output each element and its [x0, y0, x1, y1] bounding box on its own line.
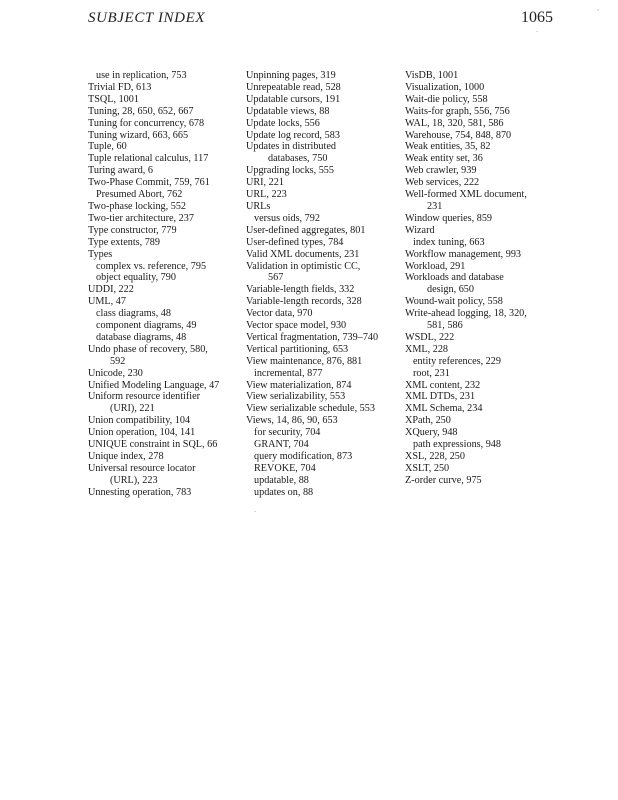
index-entry: Views, 14, 86, 90, 653 — [246, 415, 338, 427]
index-subentry: component diagrams, 49 — [96, 320, 197, 332]
index-entry: XML Schema, 234 — [405, 403, 483, 415]
index-entry: WAL, 18, 320, 581, 586 — [405, 117, 504, 129]
index-entry: Wizard — [405, 224, 435, 236]
index-entry: UNIQUE constraint in SQL, 66 — [88, 439, 218, 451]
index-entry: Trivial FD, 613 — [88, 81, 152, 93]
index-entry: Weak entity set, 36 — [405, 153, 483, 165]
index-column-2 — [246, 70, 398, 499]
index-subentry: databases, 750 — [268, 153, 328, 165]
index-subentry: updatable, 88 — [254, 474, 309, 486]
index-entry: URLs — [246, 200, 271, 212]
index-entry: Update locks, 556 — [246, 117, 320, 129]
index-entry: Well-formed XML document, — [405, 189, 527, 201]
index-entry: Turing award, 6 — [88, 165, 153, 177]
scan-speck: · — [254, 508, 257, 516]
index-subentry: incremental, 877 — [254, 367, 323, 379]
index-entry: XQuery, 948 — [405, 427, 458, 439]
scan-speck: · — [536, 28, 539, 36]
index-entry: Write-ahead logging, 18, 320, — [405, 308, 527, 320]
index-entry: Z-order curve, 975 — [405, 474, 482, 486]
index-entry: Wait-die policy, 558 — [405, 93, 488, 105]
index-column-3 — [405, 70, 557, 487]
index-entry: Warehouse, 754, 848, 870 — [405, 129, 512, 141]
index-entry: Tuning, 28, 650, 652, 667 — [88, 105, 194, 117]
index-entry: Visualization, 1000 — [405, 81, 485, 93]
index-entry: Wound-wait policy, 558 — [405, 296, 503, 308]
index-subentry: GRANT, 704 — [254, 439, 309, 451]
index-entry: Universal resource locator — [88, 462, 196, 474]
index-entry: XPath, 250 — [405, 415, 451, 427]
index-subentry: database diagrams, 48 — [96, 331, 187, 343]
index-subentry: REVOKE, 704 — [254, 462, 316, 474]
index-entry: URL, 223 — [246, 189, 287, 201]
index-entry: Unique index, 278 — [88, 451, 164, 462]
index-entry: UDDI, 222 — [88, 284, 134, 296]
index-entry: Types — [88, 248, 113, 260]
index-entry: Unrepeatable read, 528 — [246, 81, 341, 93]
index-subentry: (URI), 221 — [110, 403, 155, 415]
index-entry: VisDB, 1001 — [405, 70, 459, 81]
index-entry: Two-Phase Commit, 759, 761 — [88, 177, 210, 189]
index-entry: XML content, 232 — [405, 379, 481, 391]
index-entry: Valid XML documents, 231 — [246, 248, 360, 260]
index-entry: XML, 228 — [405, 343, 449, 355]
index-entry: Uniform resource identifier — [88, 391, 201, 403]
index-entry: Update log record, 583 — [246, 129, 340, 141]
index-entry: Updatable cursors, 191 — [246, 93, 341, 105]
index-entry: Updates in distributed — [246, 141, 336, 153]
index-entry: Two-phase locking, 552 — [88, 200, 187, 212]
index-subentry: Presumed Abort, 762 — [96, 189, 183, 201]
index-subentry: 567 — [268, 272, 284, 284]
index-entry: Web crawler, 939 — [405, 165, 477, 177]
index-subentry: versus oids, 792 — [254, 212, 320, 224]
index-entry: Two-tier architecture, 237 — [88, 212, 194, 224]
index-column-1 — [88, 70, 240, 499]
index-entry: Updatable views, 88 — [246, 105, 330, 117]
index-entry: Unpinning pages, 319 — [246, 70, 336, 81]
index-subentry: query modification, 873 — [254, 451, 353, 462]
index-entry: TSQL, 1001 — [88, 93, 139, 105]
index-subentry: (URL), 223 — [110, 474, 158, 486]
index-subentry: use in replication, 753 — [96, 70, 187, 81]
index-entry: Unnesting operation, 783 — [88, 486, 192, 498]
index-entry: Window queries, 859 — [405, 212, 493, 224]
index-entry: Tuning for concurrency, 678 — [88, 117, 205, 129]
index-entry: Vertical partitioning, 653 — [246, 343, 349, 355]
index-entry: Unicode, 230 — [88, 367, 143, 379]
index-entry: Undo phase of recovery, 580, — [88, 343, 208, 355]
index-entry: View serializable schedule, 553 — [246, 403, 375, 415]
scan-speck: , — [597, 4, 600, 12]
index-entry: Web services, 222 — [405, 177, 480, 189]
index-entry: Waits-for graph, 556, 756 — [405, 105, 510, 117]
index-entry: Union compatibility, 104 — [88, 415, 191, 427]
index-entry: View serializability, 553 — [246, 391, 346, 403]
index-subentry: 231 — [427, 200, 443, 212]
index-entry: Workload, 291 — [405, 260, 466, 272]
index-entry: Upgrading locks, 555 — [246, 165, 334, 177]
index-entry: View maintenance, 876, 881 — [246, 355, 363, 367]
index-entry: Variable-length records, 328 — [246, 296, 362, 308]
index-subentry: updates on, 88 — [254, 486, 314, 498]
index-entry: Variable-length fields, 332 — [246, 284, 355, 296]
index-entry: Tuning wizard, 663, 665 — [88, 129, 189, 141]
index-entry: XSL, 228, 250 — [405, 451, 465, 462]
page-header-title: SUBJECT INDEX — [88, 10, 206, 26]
index-entry: User-defined types, 784 — [246, 236, 344, 248]
index-entry: Unified Modeling Language, 47 — [88, 379, 220, 391]
index-entry: Vector data, 970 — [246, 308, 313, 320]
index-subentry: entity references, 229 — [413, 355, 501, 367]
page-number: 1065 — [521, 9, 553, 26]
index-entry: User-defined aggregates, 801 — [246, 224, 366, 236]
index-entry: Type constructor, 779 — [88, 224, 177, 236]
index-subentry: for security, 704 — [254, 427, 321, 439]
index-subentry: object equality, 790 — [96, 272, 176, 284]
index-subentry: 592 — [110, 355, 126, 367]
index-entry: Weak entities, 35, 82 — [405, 141, 491, 153]
index-entry: Type extents, 789 — [88, 236, 160, 248]
index-subentry: design, 650 — [427, 284, 474, 296]
index-entry: WSDL, 222 — [405, 331, 455, 343]
index-subentry: path expressions, 948 — [413, 439, 501, 451]
index-entry: URI, 221 — [246, 177, 284, 189]
index-subentry: class diagrams, 48 — [96, 308, 171, 320]
index-entry: UML, 47 — [88, 296, 126, 308]
index-entry: View materialization, 874 — [246, 379, 352, 391]
index-subentry: 581, 586 — [427, 320, 463, 332]
index-entry: Vertical fragmentation, 739–740 — [246, 331, 379, 343]
index-subentry: index tuning, 663 — [413, 236, 485, 248]
index-entry: XML DTDs, 231 — [405, 391, 476, 403]
index-entry: Workloads and database — [405, 272, 504, 284]
index-entry: XSLT, 250 — [405, 462, 450, 474]
index-entry: Vector space model, 930 — [246, 320, 347, 332]
index-subentry: complex vs. reference, 795 — [96, 260, 207, 272]
index-entry: Validation in optimistic CC, — [246, 260, 361, 272]
index-entry: Tuple relational calculus, 117 — [88, 153, 209, 165]
index-subentry: root, 231 — [413, 367, 450, 379]
index-entry: Tuple, 60 — [88, 141, 127, 153]
index-entry: Union operation, 104, 141 — [88, 427, 196, 439]
index-entry: Workflow management, 993 — [405, 248, 522, 260]
